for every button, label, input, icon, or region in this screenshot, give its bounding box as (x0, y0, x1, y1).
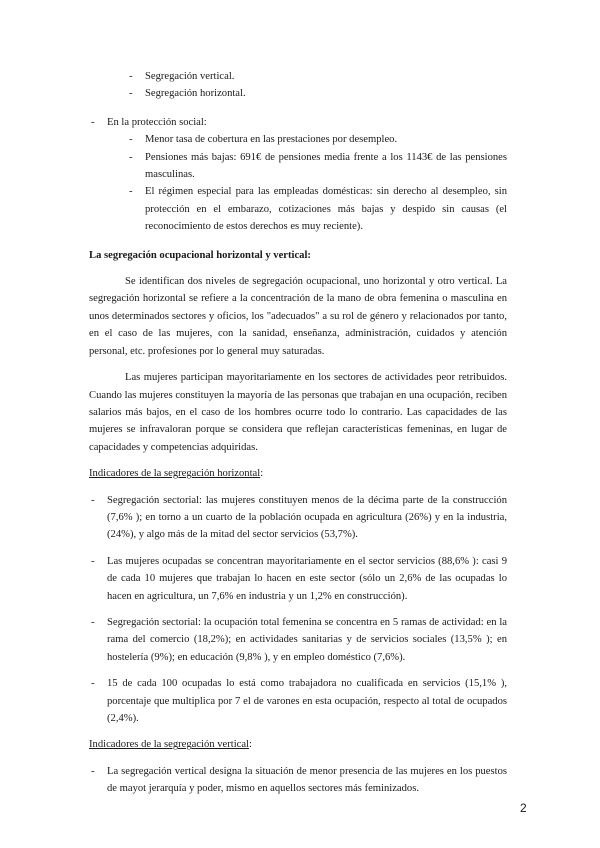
paragraph: Las mujeres participan mayoritariamente en los sectores de actividades peor retribuidos. Cuando las mujeres constituyen la mayoría de las personas que trabajan en una ocupación, reciben salarios más bajos, en el caso de los hombres ocurre todo lo contrario. Las capacidades de las mujeres se infravaloran porque se considera que reflejan características femeninas, en lugar de capacidades y competencias adquiridas. (89, 372, 507, 453)
list-item-text: Segregación horizontal. (145, 88, 246, 100)
bullet-dash: - (91, 678, 95, 690)
list-item (129, 183, 507, 235)
list-item-text: Menor tasa de cobertura en las prestaciones por desempleo. (145, 134, 398, 146)
list-item-text: Segregación sectorial: la ocupación total femenina se concentra en 5 ramas de actividad: en la rama del comercio (18,2%); en actividades sanitarias y de servicios sociales (13,5% ); en hostelería (9%); en educación (9,8% ), y en empleo doméstico (7,6%). (107, 616, 507, 663)
list-item-text: El régimen especial para las empleadas domésticas: sin derecho al desempleo, sin protección en el embarazo, cotizaciones más bajas y despido sin causas (el reconocimiento de estos derechos es muy reciente). (145, 186, 507, 233)
bullet-dash: - (129, 88, 133, 100)
list-item-text: Segregación sectorial: las mujeres constituyen menos de la décima parte de la construcción (7,6% ); en torno a un cuarto de la población ocupada en agricultura (26%) y en la industria, (24%), y algo más de la mitad del sector servicios (53,7%). (107, 494, 507, 541)
bullet-dash: - (91, 494, 95, 506)
document-page (89, 68, 507, 798)
list-item (91, 614, 507, 666)
bullet-dash: - (91, 555, 95, 567)
list-item (91, 492, 507, 544)
paragraph: Se identifican dos niveles de segregación ocupacional, uno horizontal y otro vertical. La segregación horizontal se refiere a la concentración de la mano de obra femenina o masculina en unos determinados sectores y oficios, los "adecuados" a su rol de género y relacionados por tanto, en el caso de las mujeres, con la sanidad, enseñanza, administración, cuidados y atención personal, etc. profesiones por lo general muy saturadas. (89, 276, 507, 357)
bullet-dash: - (91, 765, 95, 777)
list-item (91, 675, 507, 727)
bullet-dash: - (91, 116, 95, 128)
list-item-text: La segregación vertical designa la situación de menor presencia de las mujeres en los puestos de mayot jerarquía y poder, mismo en aquellos sectores más feminizados. (107, 765, 507, 795)
subheading-vertical (89, 736, 507, 753)
list-item-text: Las mujeres ocupadas se concentran mayoritariamente en el sector servicios (88,6% ): casi 9 de cada 10 mujeres que trabajan lo hacen en este sector (sólo un 2,6% de las ocupadas lo hacen en agricultura, un 7,6% en industria y un 1,2% en construcción). (107, 555, 507, 602)
list-item-text: Pensiones más bajas: 691€ de pensiones media frente a los 1143€ de las pensiones masculinas. (145, 151, 507, 181)
bullet-dash: - (129, 134, 133, 146)
list-item (91, 553, 507, 605)
list-item-text: En la protección social: (107, 116, 207, 128)
colon: : (249, 739, 252, 751)
list-item (129, 131, 507, 148)
subheading-text: Indicadores de la segregación vertical (89, 739, 250, 751)
list-item-social (91, 114, 507, 131)
bullet-dash: - (129, 186, 133, 198)
subheading-text: Indicadores de la segregación horizontal (89, 468, 261, 480)
list-item (129, 68, 507, 85)
subheading-horizontal (89, 465, 507, 482)
bullet-dash: - (129, 151, 133, 163)
section-heading: La segregación ocupacional horizontal y vertical: (89, 249, 311, 261)
list-item (129, 149, 507, 184)
page-number: 2 (520, 801, 527, 815)
colon: : (260, 468, 264, 480)
list-item-text: Segregación vertical. (145, 71, 235, 82)
list-item (129, 85, 507, 102)
bullet-dash: - (129, 71, 133, 82)
bullet-dash: - (91, 616, 95, 628)
list-item (91, 763, 507, 798)
list-item-text: 15 de cada 100 ocupadas lo está como trabajadora no cualificada en servicios (15,1% ), porcentaje que multiplica por 7 el de varones en esta ocupación, respecto al total de ocupados (2,4%). (107, 678, 507, 724)
